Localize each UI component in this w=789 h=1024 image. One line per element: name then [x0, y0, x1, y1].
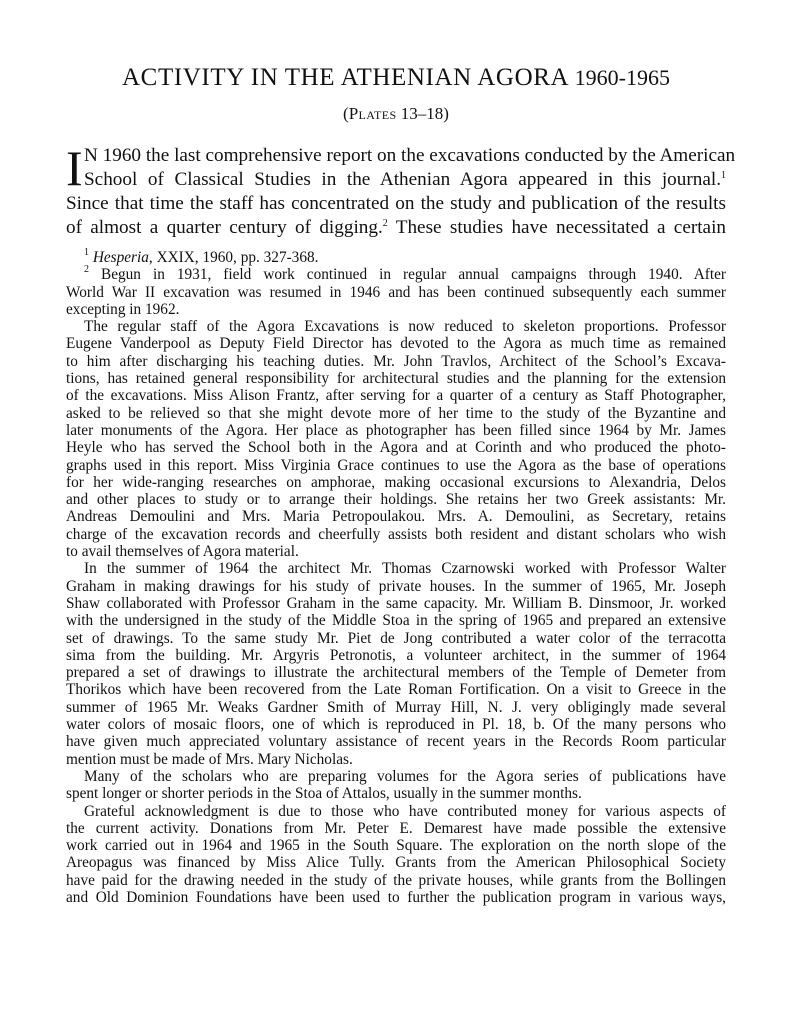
- footnote-line: Many of the scholars who are preparing volumes for the Agora series of publications have: [84, 767, 726, 785]
- intro-paragraph: [66, 140, 736, 240]
- footnote-line: and other places to study or to arrange their holdings. She retains her two Greek assistants: Mr.: [66, 491, 726, 509]
- plates-range: 13–18: [400, 104, 444, 123]
- plates-label: Plates: [348, 104, 397, 123]
- footnote-line: spent longer or shorter periods in the Stoa of Attalos, usually in the summer months.: [66, 785, 582, 803]
- footnote-line: sima from the building. Mr. Argyris Petronotis, a volunteer architect, in the summer of 1964: [66, 646, 726, 664]
- footnote-line: Eugene Vanderpool as Deputy Field Director has devoted to the Agora as much time as remained: [66, 335, 726, 353]
- footnote-line: water colors of mosaic floors, one of which is reproduced in Pl. 18, b. Of the many persons who: [66, 716, 726, 734]
- title-years: 1960-1965: [574, 65, 670, 90]
- footnote-line: asked to be relieved so that she might devote more of her time to the study of the Byzantine and: [66, 404, 726, 422]
- footnote-line: Areopagus was financed by Miss Alice Tully. Grants from the American Philosophical Society: [66, 854, 726, 872]
- footnote-line: mention must be made of Mrs. Mary Nicholas.: [66, 750, 353, 768]
- footnote-2: $^2$ Begun in 1931, field work continued in regular annual campaigns through 1940. After: [84, 264, 726, 284]
- footnote-line: later monuments of the Agora. Her place as photographer has been filled since 1964 by Mr. James: [66, 421, 726, 439]
- footnote-ref-1: 1: [721, 170, 726, 181]
- footnote-ref-2: 2: [382, 218, 388, 229]
- title-text: ACTIVITY IN THE ATHENIAN AGORA: [122, 64, 568, 91]
- plates-open-paren: (: [343, 104, 349, 123]
- footnote-line: In the summer of 1964 the architect Mr. Thomas Czarnowski worked with Professor Walter: [84, 560, 726, 578]
- footnote-line: World War II excavation was resumed in 1946 and has been continued subsequently each summer: [66, 283, 726, 301]
- footnote-line: to avail themselves of Agora material.: [66, 543, 299, 561]
- intro-line: School of Classical Studies in the Athenian Agora appeared in this journal.$^1$: [84, 169, 726, 190]
- footnote-1: $^1$ Hesperia, XXIX, 1960, pp. 327-368.: [84, 247, 319, 266]
- footnote-line: set of drawings. To the same study Mr. Piet de Jong contributed a water color of the terracotta: [66, 629, 726, 647]
- footnote-line: excepting in 1962.: [66, 300, 180, 318]
- footnote-line: Heyle who has served the School both in the Agora and at Corinth and who produced the photo-: [66, 439, 726, 457]
- footnote-line: summer of 1965 Mr. Weaks Gardner Smith of Murray Hill, N. J. very obligingly made several: [66, 698, 726, 716]
- footnote-line: Thorikos which have been recovered from the Late Roman Fortification. On a visit to Greece in the: [66, 681, 726, 699]
- footnote-line: charge of the excavation records and cheerfully assists both resident and distant scholars who wish: [66, 525, 726, 543]
- journal-name: Hesperia: [92, 249, 149, 266]
- footnote-line: have paid for the drawing needed in the study of the private houses, while grants from the Bollingen: [66, 871, 726, 889]
- footnote-line: have given much appreciated voluntary assistance of recent years in the Records Room particular: [66, 733, 726, 751]
- footnote-line: and Old Dominion Foundations have been used to further the publication program in various ways,: [66, 888, 726, 906]
- footnote-line: to him after discharging his teaching duties. Mr. John Travlos, Architect of the School’s Excava-: [66, 352, 726, 370]
- footnote-line: of the excavations. Miss Alison Frantz, after serving for a quarter of a century as Staff Photographer,: [66, 387, 726, 405]
- footnote-line: Andreas Demoulini and Mrs. Maria Petropoulakou. Mrs. A. Demoulini, as Secretary, retains: [66, 508, 726, 526]
- intro-line: of almost a quarter century of digging.$^2$ These studies have necessitated a certain: [66, 217, 726, 238]
- footnote-line: Grateful acknowledgment is due to those who have contributed money for various aspects of: [84, 802, 726, 820]
- footnote-line: Graham in making drawings for his study of private houses. In the summer of 1965, Mr. Joseph: [66, 577, 726, 595]
- footnote-line: Shaw collaborated with Professor Graham in the same capacity. Mr. William B. Dinsmoor, Jr. worked: [66, 594, 726, 612]
- intro-line: Since that time the staff has concentrated on the study and publication of the results: [66, 193, 726, 214]
- plates-close-paren: ): [443, 104, 449, 123]
- intro-line: N 1960 the last comprehensive report on the excavations conducted by the American: [84, 145, 736, 166]
- drop-cap: I: [66, 140, 83, 196]
- footnote-line: for her wide-ranging researches on amphorae, making occasional excursions to Alexandria, Delos: [66, 473, 726, 491]
- footnote-line: with the undersigned in the study of the Middle Stoa in the spring of 1965 and prepared an extensive: [66, 612, 726, 630]
- article-title: [66, 64, 726, 92]
- footnote-line: The regular staff of the Agora Excavations is now reduced to skeleton proportions. Professor: [84, 318, 726, 336]
- plates-reference: [66, 104, 726, 124]
- footnote-line: graphs used in this report. Miss Virginia Grace continues to use the Agora as the base of operations: [66, 456, 726, 474]
- footnote-line: work carried out in 1964 and 1965 in the South Square. The exploration on the north slope of the: [66, 837, 726, 855]
- footnote-line: prepared a set of drawings to illustrate the architectural members of the Temple of Demeter from: [66, 664, 726, 682]
- footnote-line: tions, has retained general responsibility for architectural studies and the planning for the extension: [66, 370, 726, 388]
- footnote-line: the current activity. Donations from Mr. Peter E. Demarest have made possible the extensive: [66, 819, 726, 837]
- footnotes: [66, 249, 726, 906]
